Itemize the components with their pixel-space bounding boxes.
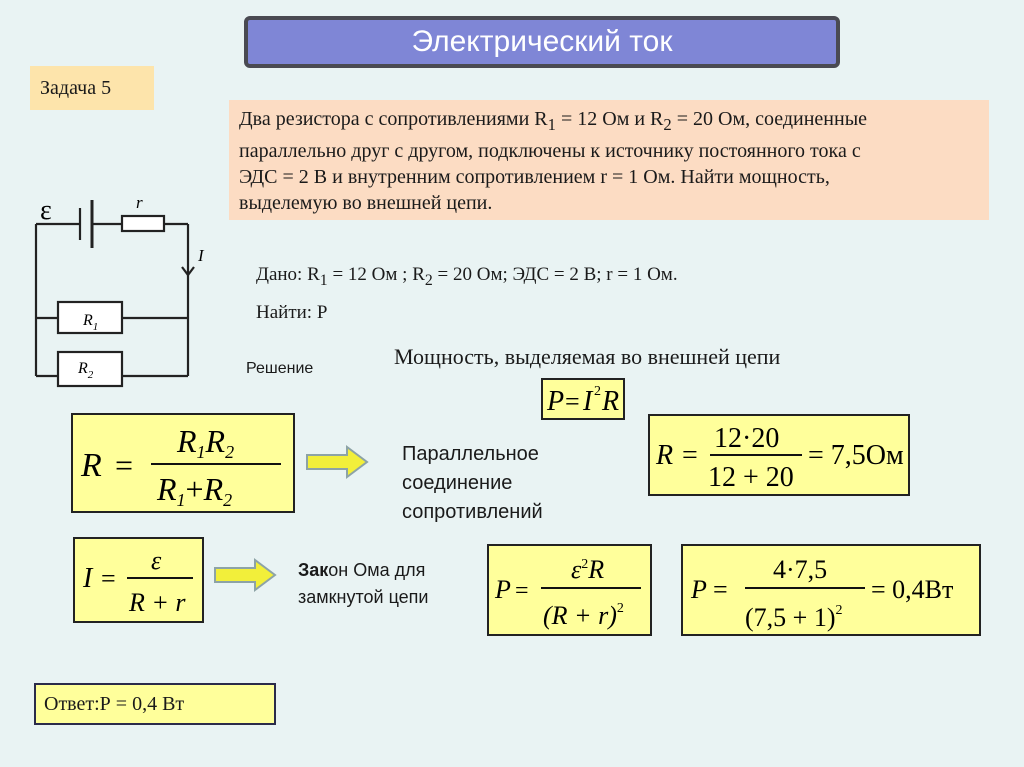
internal-resistance-label: r (136, 193, 143, 212)
svg-text:4·7,5: 4·7,5 (773, 555, 828, 584)
svg-text:=: = (515, 578, 529, 604)
svg-text:=: = (682, 440, 698, 471)
svg-text:=: = (565, 387, 580, 416)
arrow-right-icon (213, 556, 279, 594)
svg-text:R + r: R + r (129, 588, 186, 617)
parallel-connection-text: Параллельное соединение сопротивлений (402, 443, 543, 523)
r2-label: $R_2$ (78, 360, 94, 381)
svg-text:(R + r)2: $(R + r)^2$ (543, 601, 624, 630)
svg-text:ε: ε (151, 546, 162, 575)
problem-line-4: выделемую во внешней цепи. (239, 192, 493, 214)
power-calc-formula (683, 546, 979, 634)
power-formula (543, 380, 623, 418)
svg-text:R1+R2: R1+R2 (157, 471, 233, 510)
svg-text:R: R (656, 440, 674, 471)
task-label: Задача 5 (30, 66, 154, 110)
resistance-calc-box (648, 414, 910, 496)
svg-text:ε2R: $\varepsilon^2R$ (571, 555, 605, 584)
problem-line-2: параллельно друг с другом, подключены к источнику постоянного тока с (239, 140, 861, 162)
r1-label: $R_1$ (83, 312, 99, 333)
power-formula-box (541, 378, 625, 420)
svg-text:I: I (83, 563, 93, 594)
power-full-formula-box (487, 544, 652, 636)
find-text: Найти: Р (256, 302, 328, 323)
ohm-law-text: Закон Ома для замкнутой цепи (298, 560, 429, 607)
svg-text:2: 2 (594, 384, 601, 399)
circuit-diagram (22, 188, 222, 398)
svg-text:P: P (547, 386, 565, 417)
problem-line-1: Два резистора с сопротивлениями $R_1 = 12$ Ом и $R_2 = 20$ Ом, соединенные (239, 108, 868, 134)
parallel-resistance-formula-box (71, 413, 295, 513)
svg-text:I: I (583, 386, 593, 417)
svg-text:=: = (101, 564, 116, 593)
slide-title: Электрический ток (244, 16, 840, 68)
current-label: I (198, 246, 204, 265)
svg-text:R: R (81, 447, 102, 484)
ohm-law-formula (75, 539, 202, 621)
answer-box: Ответ:Р = 0,4 Вт (34, 683, 276, 725)
problem-line-3: ЭДС = 2 В и внутренним сопротивлением r = 1 Ом. Найти мощность, (239, 166, 830, 188)
solution-label: Решение (246, 360, 314, 377)
power-calc-box (681, 544, 981, 636)
svg-text:= 0,4Вт: = 0,4Вт (871, 575, 954, 604)
given-data: Дано: $R_1 = 12$ Ом ; $R_2 = 20$ Ом; ЭДС = 2 В; r = 1 Ом. (256, 264, 678, 289)
resistance-calc-formula (650, 416, 908, 494)
svg-text:= 7,5Ом: = 7,5Ом (808, 440, 904, 471)
arrow-right-icon (305, 443, 371, 481)
emf-label: ε (40, 195, 52, 226)
svg-text:(7,5 + 1)2: $(7,5 + 1)^2$ (745, 603, 843, 632)
power-full-formula (489, 546, 650, 634)
svg-text:R1R2: R1R2 (177, 423, 235, 462)
svg-text:P: P (495, 575, 511, 604)
parallel-resistance-formula (73, 415, 293, 511)
svg-text:12·20: 12·20 (714, 423, 780, 454)
svg-text:P: P (691, 575, 707, 604)
power-heading: Мощность, выделяемая во внешней цепи (394, 344, 781, 369)
svg-text:12 + 20: 12 + 20 (708, 462, 794, 493)
svg-text:=: = (713, 575, 728, 604)
svg-text:=: = (115, 447, 134, 483)
ohm-law-formula-box (73, 537, 204, 623)
problem-statement (229, 100, 989, 220)
svg-text:R: R (602, 386, 620, 417)
